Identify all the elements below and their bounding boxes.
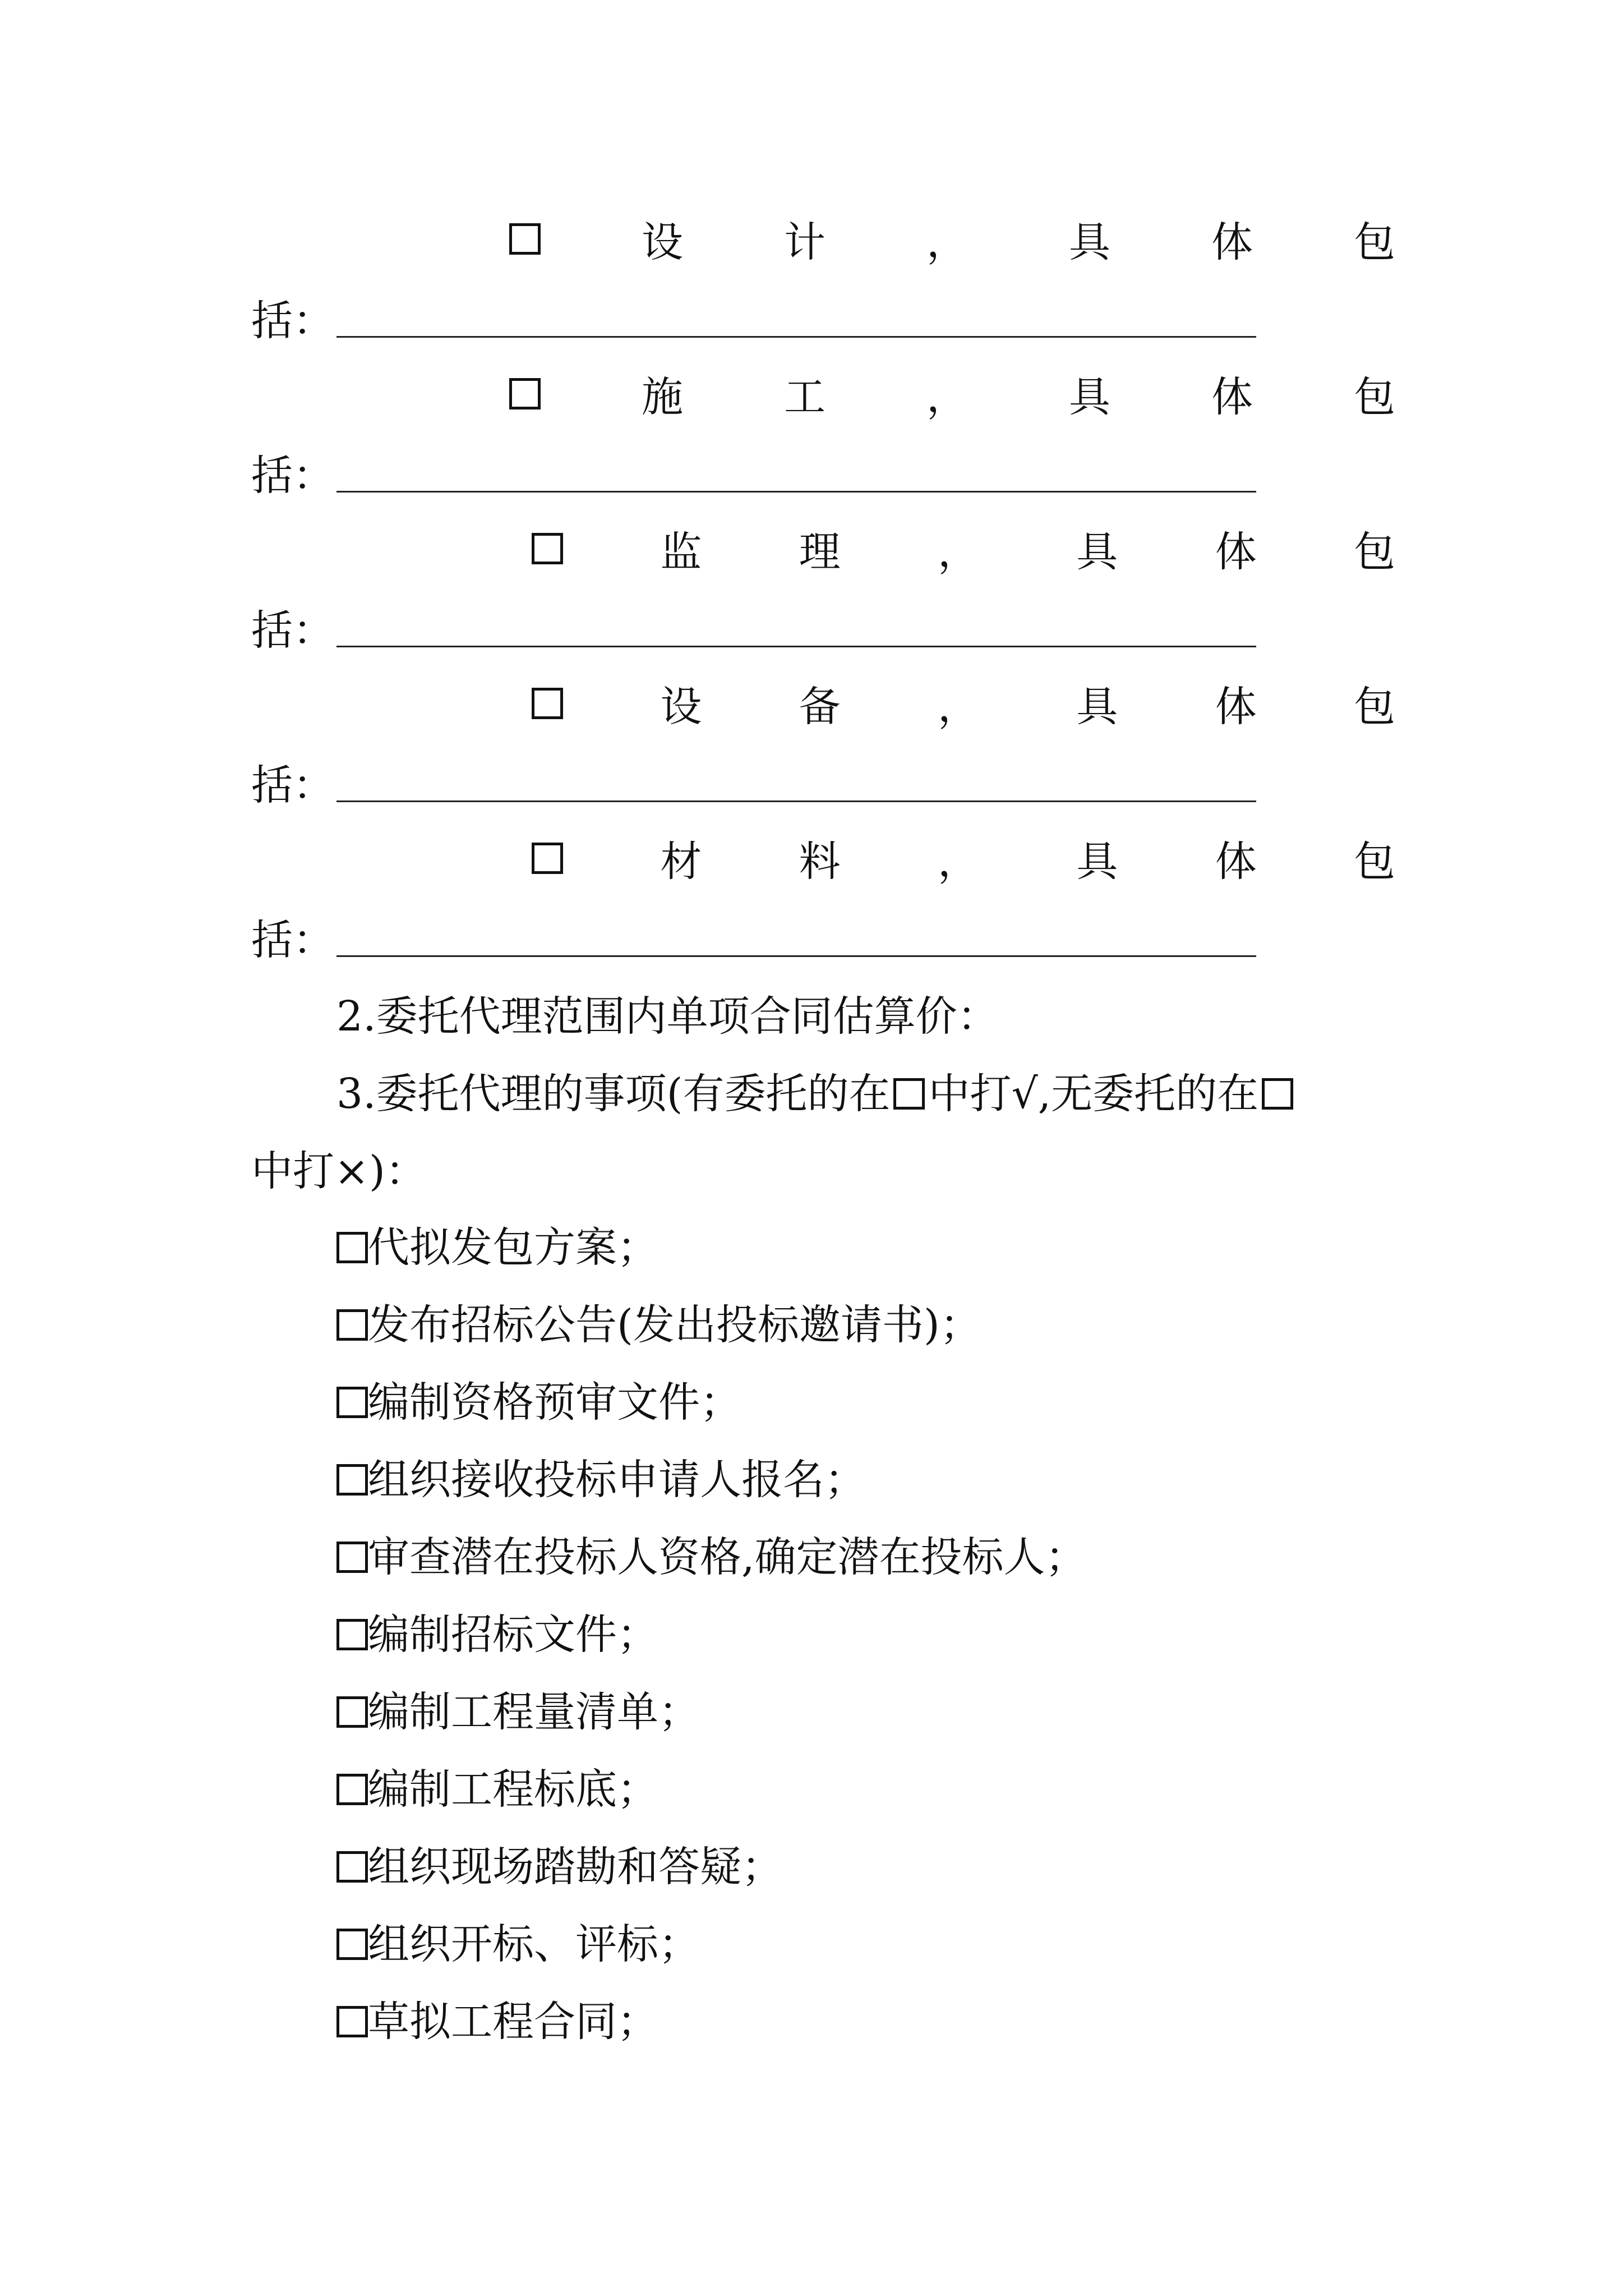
design-detail-blank[interactable]	[336, 336, 1256, 338]
checklist-item[interactable]	[251, 1214, 1481, 1281]
scope-supervision-line	[251, 518, 1395, 586]
scope-char: 理	[799, 528, 841, 576]
scope-char: 设	[660, 683, 702, 731]
checklist-label: 代拟发包方案；	[368, 1223, 658, 1272]
scope-char: 体	[1215, 683, 1257, 731]
checkbox-equipment[interactable]	[532, 688, 563, 719]
checklist-item[interactable]	[251, 1446, 1481, 1513]
item-2-text: 2.委托代理范围内单项合同估算价：	[336, 992, 999, 1041]
checklist-item[interactable]	[251, 1833, 1481, 1901]
checkbox-supervision[interactable]	[532, 533, 563, 564]
scope-equipment-line	[251, 673, 1395, 740]
scope-continuation: 括：	[251, 606, 334, 655]
checklist-item[interactable]	[251, 1988, 1481, 2055]
checklist-label: 发布招标公告(发出投标邀请书)；	[368, 1301, 981, 1349]
scope-continuation: 括：	[251, 761, 334, 809]
item-3-heading-continued	[251, 1138, 1395, 1205]
materials-detail-blank[interactable]	[336, 955, 1256, 957]
checkbox[interactable]	[336, 1387, 368, 1418]
scope-equipment-detail	[251, 752, 1395, 819]
scope-char: 包	[1353, 838, 1395, 886]
scope-continuation: 括：	[251, 916, 334, 964]
scope-char: ，	[926, 218, 968, 266]
checklist-label: 草拟工程合同；	[368, 1998, 658, 2046]
scope-char: 料	[799, 838, 841, 886]
checklist-label: 编制招标文件；	[368, 1611, 658, 1659]
checklist-label: 审查潜在投标人资格,确定潜在投标人；	[368, 1533, 1087, 1581]
scope-char: 监	[660, 528, 702, 576]
supervision-detail-blank[interactable]	[336, 646, 1256, 647]
scope-design-line	[251, 209, 1395, 276]
item-3-text-part2: 中打√,无委托的在	[928, 1070, 1259, 1118]
sample-checkbox-icon	[1262, 1078, 1293, 1110]
scope-materials-line	[251, 828, 1395, 895]
checklist-label: 组织接收投标申请人报名；	[368, 1456, 866, 1504]
checklist-label: 组织现场踏勘和答疑；	[368, 1843, 783, 1891]
checklist-item[interactable]	[251, 1291, 1481, 1359]
scope-char: 包	[1353, 683, 1395, 731]
scope-design-detail	[251, 287, 1395, 355]
checkbox[interactable]	[336, 1696, 368, 1728]
checklist-label: 编制资格预审文件；	[368, 1378, 741, 1427]
scope-char: 设	[642, 218, 683, 266]
checkbox[interactable]	[336, 1619, 368, 1650]
scope-supervision-detail	[251, 597, 1395, 664]
scope-materials-detail	[251, 907, 1395, 974]
construction-detail-blank[interactable]	[336, 491, 1256, 493]
scope-char: 体	[1215, 838, 1257, 886]
checklist-item[interactable]	[251, 1756, 1481, 1823]
checkbox[interactable]	[336, 1232, 368, 1263]
checkbox[interactable]	[336, 1542, 368, 1573]
scope-char: ，	[937, 683, 979, 731]
checklist-item[interactable]	[251, 1911, 1481, 1978]
checkbox[interactable]	[336, 1851, 368, 1883]
scope-char: 具	[1069, 373, 1110, 421]
checklist-item[interactable]	[251, 1524, 1481, 1591]
equipment-detail-blank[interactable]	[336, 800, 1256, 802]
checklist-label: 编制工程量清单；	[368, 1688, 700, 1736]
scope-char: 工	[784, 373, 826, 421]
scope-char: 包	[1353, 528, 1395, 576]
checkbox[interactable]	[336, 1774, 368, 1805]
checkbox[interactable]	[336, 1929, 368, 1960]
scope-char: ，	[937, 838, 979, 886]
scope-char: 包	[1354, 373, 1395, 421]
scope-char: 体	[1215, 528, 1257, 576]
checklist-label: 编制工程标底；	[368, 1765, 658, 1814]
scope-char: ，	[926, 373, 968, 421]
scope-char: ，	[937, 528, 979, 576]
scope-char: 施	[642, 373, 683, 421]
checklist-item[interactable]	[251, 1678, 1481, 1746]
checklist-item[interactable]	[251, 1369, 1481, 1436]
scope-char: 体	[1211, 373, 1253, 421]
item-3-text-part1: 3.委托代理的事项(有委托的在	[336, 1070, 891, 1118]
item-3-heading	[251, 1060, 1481, 1128]
scope-char: 材	[660, 838, 702, 886]
item-3-text-part3: 中打×)：	[251, 1147, 427, 1195]
scope-continuation: 括：	[251, 297, 334, 345]
scope-char: 具	[1069, 218, 1110, 266]
scope-char: 具	[1076, 528, 1118, 576]
scope-char: 体	[1211, 218, 1253, 266]
sample-checkbox-icon	[893, 1078, 925, 1110]
checkbox[interactable]	[336, 2006, 368, 2037]
scope-construction-detail	[251, 442, 1395, 509]
scope-char: 具	[1076, 683, 1118, 731]
checkbox[interactable]	[336, 1464, 368, 1496]
scope-char: 具	[1076, 838, 1118, 886]
checkbox[interactable]	[336, 1309, 368, 1341]
scope-continuation: 括：	[251, 452, 334, 500]
scope-construction-line	[251, 364, 1395, 431]
scope-char: 包	[1354, 218, 1395, 266]
checkbox-design[interactable]	[509, 223, 541, 255]
item-2-estimated-price	[251, 983, 1481, 1050]
scope-char: 计	[784, 218, 826, 266]
checkbox-materials[interactable]	[532, 843, 563, 874]
checklist-label: 组织开标、评标；	[368, 1920, 700, 1968]
checkbox-construction[interactable]	[509, 378, 541, 409]
checklist-item[interactable]	[251, 1601, 1481, 1668]
scope-char: 备	[799, 683, 841, 731]
